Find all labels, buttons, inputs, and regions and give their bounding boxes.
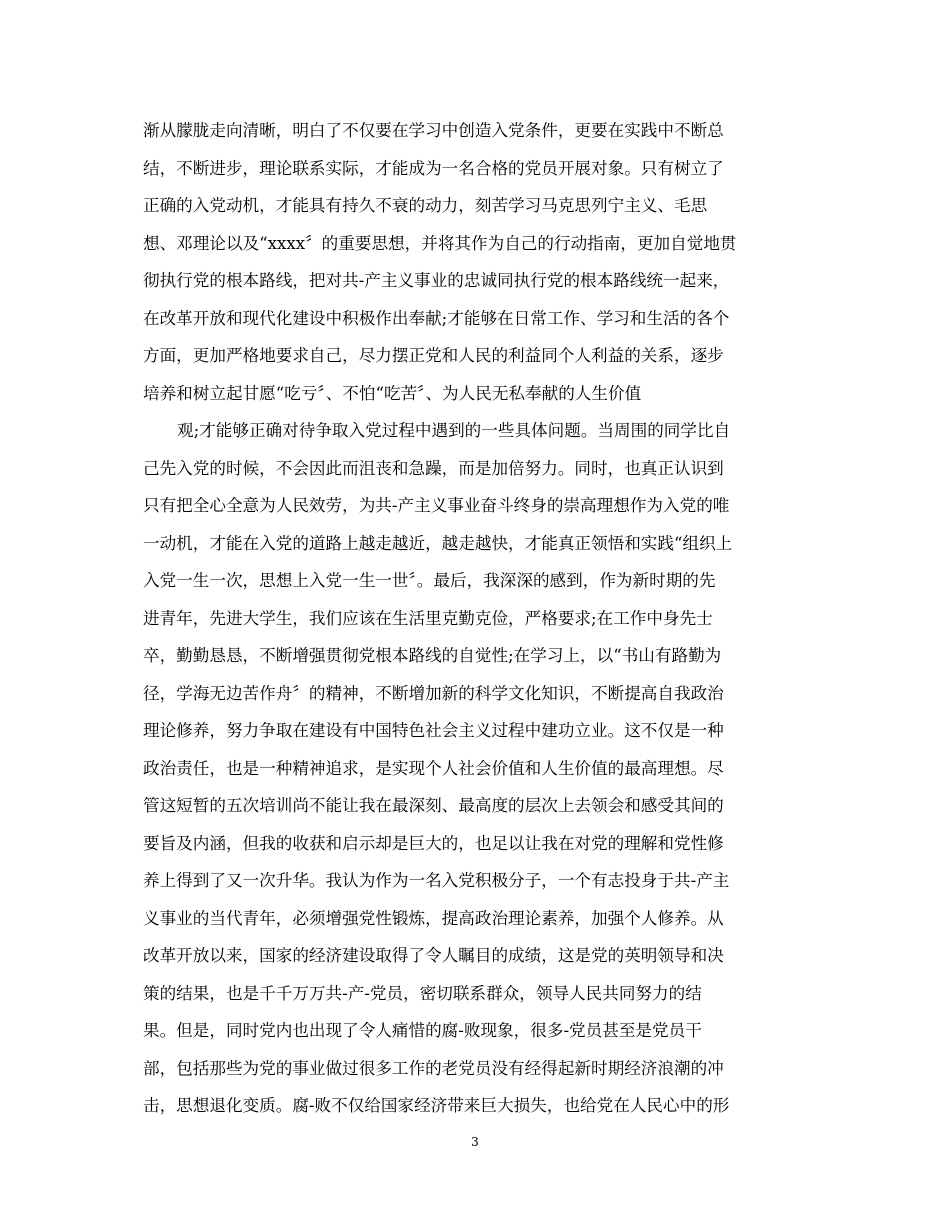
- text-line: 想、邓理论以及“xxxx〞的重要思想，并将其作为自己的行动指南，更加自觉地贯: [143, 233, 737, 253]
- body-text: [143, 112, 813, 1125]
- text-line: 理论修养，努力争取在建设有中国特色社会主义过程中建功立业。这不仅是一种: [143, 721, 724, 740]
- text-line: 径，学海无边苦作舟〞的精神，不断增加新的科学文化知识，不断提高自我政治: [143, 683, 724, 703]
- text-line: 果。但是，同时党内也出现了令人痛惜的腐-败现象，很多-党员甚至是党员干: [143, 1021, 702, 1040]
- text-line: 击，思想退化变质。腐-败不仅给国家经济带来巨大损失，也给党在人民心中的形: [143, 1096, 730, 1115]
- text-line: 改革开放以来，国家的经济建设取得了令人瞩目的成绩，这是党的英明领导和决: [143, 946, 724, 965]
- text-line: 方面，更加严格地要求自己，尽力摆正党和人民的利益同个人利益的关系，逐步: [143, 346, 724, 365]
- text-line: 结，不断进步，理论联系实际，才能成为一名合格的党员开展对象。只有树立了: [143, 158, 724, 178]
- text-line: 进青年，先进大学生，我们应该在生活里克勤克俭，严格要求;在工作中身先士: [143, 608, 713, 628]
- text-line: 义事业的当代青年，必须增强党性锻炼，提高政治理论素养，加强个人修养。从: [143, 908, 724, 928]
- text-line: 管这短暂的五次培训尚不能让我在最深刻、最高度的层次上去领会和感受其间的: [143, 796, 724, 815]
- text-line: 养上得到了又一次升华。我认为作为一名入党积极分子，一个有志投身于共-产主: [143, 871, 730, 890]
- text-line: 要旨及内涵，但我的收获和启示却是巨大的，也足以让我在对党的理解和党性修: [143, 833, 724, 853]
- text-line: 卒，勤勤恳恳，不断增强贯彻党根本路线的自觉性;在学习上，以“书山有路勤为: [143, 646, 722, 665]
- text-line: 在改革开放和现代化建设中积极作出奉献;才能够在日常工作、学习和生活的各个: [143, 308, 730, 328]
- text-line: 一动机，才能在入党的道路上越走越近，越走越快，才能真正领悟和实践“组织上: [143, 533, 733, 553]
- paragraph-start-line: 观;才能够正确对待争取入党过程中遇到的一些具体问题。当周围的同学比自: [177, 421, 731, 440]
- text-line: 只有把全心全意为人民效劳，为共-产主义事业奋斗终身的崇高理想作为入党的唯: [143, 496, 730, 515]
- text-line: 政治责任，也是一种精神追求，是实现个人社会价值和人生价值的最高理想。尽: [143, 758, 724, 778]
- text-line: 策的结果，也是千千万万共-产-党员，密切联系群众，领导人民共同努力的结: [143, 983, 702, 1003]
- text-line: 入党一生一次，思想上入党一生一世〞。最后，我深深的感到，作为新时期的先: [143, 571, 716, 590]
- text-line: 正确的入党动机，才能具有持久不衰的动力，刻苦学习马克思列宁主义、毛思: [143, 196, 708, 215]
- text-line: 渐从朦胧走向清晰，明白了不仅要在学习中创造入党条件，更要在实践中不断总: [143, 121, 724, 140]
- text-line: 部，包括那些为党的事业做过很多工作的老党员没有经得起新时期经济浪潮的冲: [143, 1058, 724, 1078]
- page-number: 3: [471, 1135, 479, 1149]
- text-line: 己先入党的时候，不会因此而沮丧和急躁，而是加倍努力。同时，也真正认识到: [143, 458, 724, 478]
- text-line: 培养和树立起甘愿“吃亏〞、不怕“吃苦〞、为人民无私奉献的人生价值: [143, 383, 642, 403]
- text-line: 彻执行党的根本路线，把对共-产主义事业的忠诚同执行党的根本路线统一起来，: [143, 271, 730, 290]
